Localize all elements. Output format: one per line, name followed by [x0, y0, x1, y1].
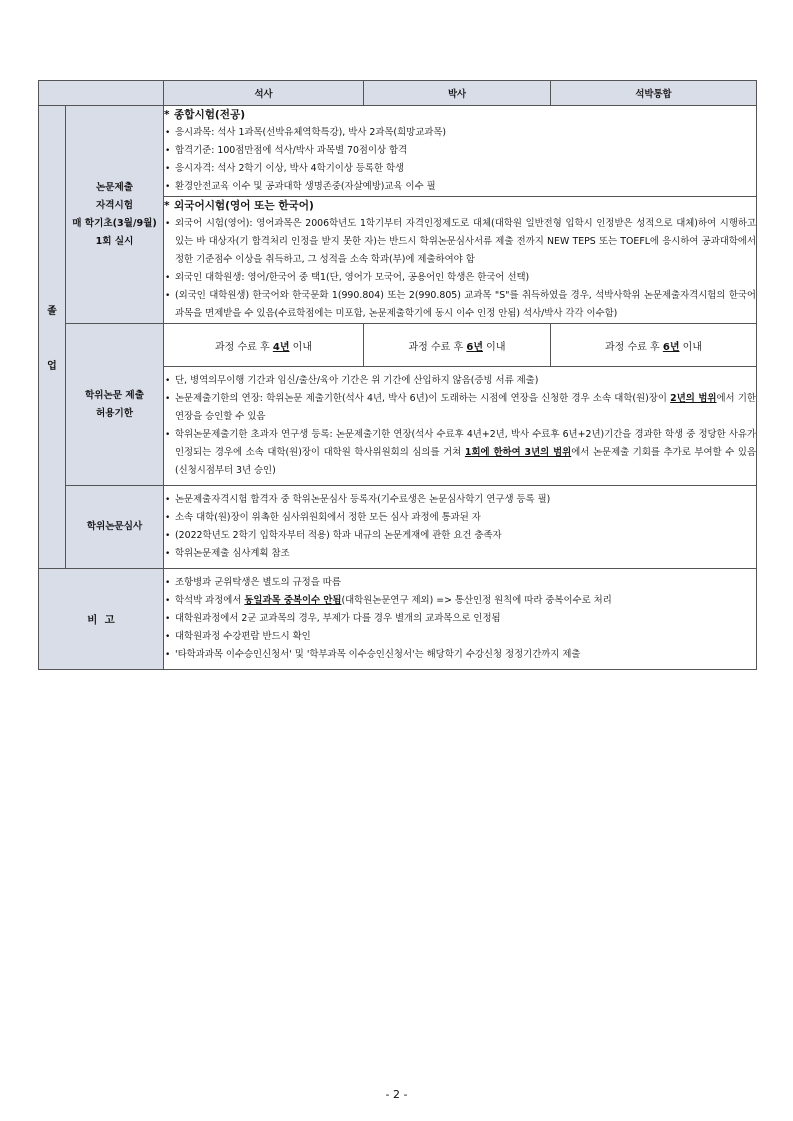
remarks-item2-text: 학석박 과정에서: [175, 595, 245, 606]
star-icon: *: [164, 109, 170, 121]
foreign-exam-content: [164, 197, 757, 324]
comprehensive-exam-list: [164, 124, 756, 196]
thesis-exam-label-line-1: 논문제출: [95, 181, 134, 193]
deadline-item3-emphasis: 1회에 한하여 3년의 범위: [464, 447, 572, 458]
foreign-exam-list: [164, 215, 756, 323]
star-icon: *: [164, 200, 170, 212]
deadline-integrated: [551, 324, 757, 367]
deadline-item3-text-end: 에서 논문제출 기회를 추가로 부여할 수 있음(신청시점부터 3년 승인): [175, 447, 756, 476]
list-item: [164, 390, 756, 426]
deadline-masters-value: 4년: [272, 341, 290, 353]
comprehensive-exam-content: [164, 106, 757, 197]
deadline-label-line-2: 허용기한: [95, 407, 134, 419]
deadline-label: [66, 324, 164, 486]
list-item: • 환경안전교육 이수 및 공과대학 생명존중(자살예방)교육 이수 필: [164, 178, 756, 196]
deadline-integrated-pre: 과정 수료 후: [605, 341, 663, 353]
deadline-item2-emphasis: 2년의 범위: [670, 393, 717, 404]
remarks-content: [164, 569, 757, 670]
category-graduation: [39, 106, 66, 569]
list-item: • 응시과목: 석사 1과목(선박유체역학특강), 박사 2과목(희망교과목): [164, 124, 756, 142]
foreign-exam-title-text: 외국어시험(영어 또는 한국어): [174, 200, 314, 212]
header-masters: 석사: [164, 81, 364, 106]
deadline-doctoral-pre: 과정 수료 후: [408, 341, 467, 353]
list-item: [164, 426, 756, 480]
deadline-label-line-1: 학위논문 제출: [85, 389, 144, 401]
list-item: • 단, 병역의무이행 기간과 임신/출산/육아 기간은 위 기간에 산입하지 않음(증빙 서류 제출): [164, 372, 756, 390]
list-item: • (외국인 대학원생) 한국어와 한국문화 1(990.804) 또는 2(990.805) 교과목 "S"를 취득하였을 경우, 석박사학위 논문제출자격시험의 한국어과목을 면제받을 수 있음(수료학점에는 미포함, 논문제출학기에 동시 이수 인정 안됨) 석사/박사 각각 이수함): [164, 287, 756, 323]
deadline-period-row: [39, 324, 757, 367]
deadline-item2-text: 논문제출기한의 연장: 학위논문 제출기한(석사 4년, 박사 6년)이 도래하는 시점에 연장을 신청한 경우 소속 대학(원)장이: [175, 393, 671, 404]
list-item: • 대학원과정에서 2군 교과목의 경우, 부제가 다를 경우 별개의 교과목으로 인정됨: [164, 610, 756, 628]
list-item: • 논문제출자격시험 합격자 중 학위논문심사 등록자(기수료생은 논문심사학기 연구생 등록 필): [164, 491, 756, 509]
review-content: [164, 486, 757, 569]
list-item: • 대학원과정 수강편람 반드시 확인: [164, 628, 756, 646]
list-item: [164, 592, 756, 610]
list-item: • '타학과과목 이수승인신청서' 및 '학부과목 이수승인신청서'는 해당학기 수강신청 정정기간까지 제출: [164, 646, 756, 664]
comprehensive-exam-title-text: 종합시험(전공): [174, 109, 246, 121]
remarks-row: [39, 569, 757, 670]
list-item: • 학위논문제출 심사계획 참조: [164, 545, 756, 563]
graduation-requirements-table: [38, 80, 757, 670]
list-item: • 합격기준: 100점만점에 석사/박사 과목별 70점이상 합격: [164, 142, 756, 160]
deadline-masters-post: 이내: [289, 341, 312, 353]
remarks-item2-text-end: (대학원논문연구 제외) => 통산인정 원칙에 따라 중복이수로 처리: [341, 595, 612, 606]
deadline-masters-pre: 과정 수료 후: [215, 341, 273, 353]
header-blank-cell: [39, 81, 164, 106]
thesis-exam-label-line-4: 1회 실시: [95, 235, 134, 247]
deadline-integrated-post: 이내: [679, 341, 702, 353]
comprehensive-exam-title: [164, 106, 756, 124]
foreign-exam-title: [164, 197, 756, 215]
header-doctoral: 박사: [364, 81, 551, 106]
category-char-2: 업: [47, 361, 57, 372]
remarks-item2-emphasis: 동일과목 중복이수 안됨: [244, 595, 342, 606]
list-item: • 응시자격: 석사 2학기 이상, 박사 4학기이상 등록한 학생: [164, 160, 756, 178]
list-item: • 조항병과 군위탁생은 별도의 규정을 따름: [164, 574, 756, 592]
header-integrated: 석박통합: [551, 81, 757, 106]
review-row: [39, 486, 757, 569]
deadline-doctoral-post: 이내: [482, 341, 506, 353]
deadline-item3-text: 학위논문제출기한 초과자 연구생 등록: 논문제출기한 연장(석사 수료후 4년+2년, 박사 수료후 6년+2년)기간을 경과한 학생 중 정당한 사유가 인정되는 경우에 소속 대학(원)장이 대학원 학사위원회의 심의를 거쳐: [175, 429, 756, 458]
list-item: • (2022학년도 2학기 입학자부터 적용) 학과 내규의 논문게재에 관한 요건 충족자: [164, 527, 756, 545]
deadline-detail-list: [164, 372, 756, 480]
thesis-exam-label: [66, 106, 164, 324]
deadline-integrated-value: 6년: [662, 341, 680, 353]
thesis-exam-label-line-2: 자격시험: [95, 199, 134, 211]
list-item: • 소속 대학(원)장이 위촉한 심사위원회에서 정한 모든 심사 과정에 통과된 자: [164, 509, 756, 527]
deadline-item2-text-end: 에서 기한 연장을 승인할 수 있음: [175, 393, 756, 422]
comprehensive-exam-row: [39, 106, 757, 197]
deadline-doctoral: [364, 324, 551, 367]
deadline-doctoral-value: 6년: [466, 341, 483, 353]
review-list: [164, 491, 756, 563]
remarks-list: [164, 574, 756, 664]
review-label: 학위논문심사: [66, 486, 164, 569]
list-item: • 외국인 대학원생: 영어/한국어 중 택1(단, 영어가 모국어, 공용어인 학생은 한국어 선택): [164, 269, 756, 287]
deadline-masters: [164, 324, 364, 367]
header-row: [39, 81, 757, 106]
page-number: - 2 -: [385, 1088, 408, 1101]
list-item: • 외국어 시험(영어): 영어과목은 2006학년도 1학기부터 자격인정제도로 대체(대학원 일반전형 입학시 인정받은 성적으로 대체)하여 시행하고 있는 바 대상자(기 합격처리 인정을 받지 못한 자)는 반드시 학위논문심사서류 제출 전까지 NEW TEPS 또는 TOEFL에 응시하여 공과대학에서 정한 기준점수 이상을 취득하고, 그 성적을 소속 학과(부)에 제출하여야 함: [164, 215, 756, 269]
thesis-exam-label-line-3: 매 학기초(3월/9월): [72, 217, 157, 229]
deadline-detail-content: [164, 367, 757, 486]
remarks-label: 비 고: [39, 569, 164, 670]
category-char-1: 졸: [47, 306, 57, 317]
